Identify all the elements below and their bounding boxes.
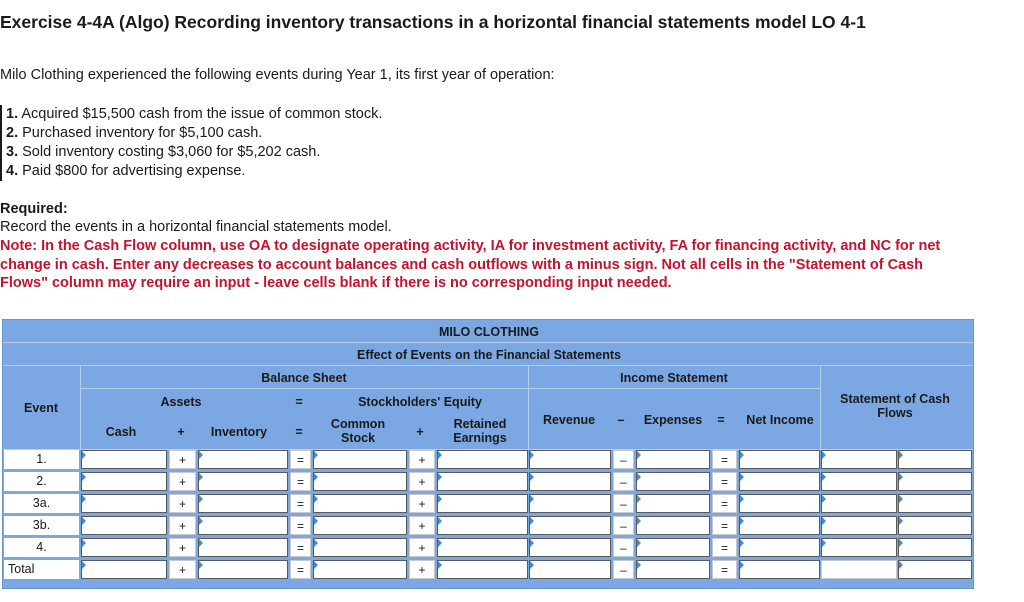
net-income-input[interactable] <box>739 472 820 491</box>
equals-sign: = <box>717 413 725 427</box>
revenue-input[interactable] <box>529 538 611 557</box>
expenses-input[interactable] <box>636 494 710 513</box>
retained-earnings-input[interactable] <box>437 538 528 557</box>
plus-sign: + <box>409 450 435 469</box>
equals-sign: = <box>290 538 311 557</box>
financial-statements-model <box>2 319 974 589</box>
expenses-header: Expenses <box>643 413 703 427</box>
inventory-input[interactable] <box>198 560 288 579</box>
list-item: 1. Acquired $15,500 cash from the issue of common stock. <box>0 105 382 124</box>
revenue-input[interactable] <box>529 560 611 579</box>
plus-sign: + <box>409 516 435 535</box>
plus-sign: + <box>169 472 196 491</box>
cash-flow-amount-input[interactable] <box>898 450 972 469</box>
net-income-input[interactable] <box>739 560 820 579</box>
plus-sign: + <box>169 538 196 557</box>
plus-sign: + <box>409 538 435 557</box>
instruction-note: Note: In the Cash Flow column, use OA to designate operating activity, IA for investment activity, FA for financing activity, and NC for net change in cash. Enter any decreases to account balances and cash outflows with a minus sign. Not all cells in the "Statement of Cash Flows" column may require an input - leave cells blank if there is no corresponding input needed. <box>0 238 941 291</box>
cash-input[interactable] <box>81 450 167 469</box>
equals-sign: = <box>712 450 737 469</box>
common-stock-input[interactable] <box>313 538 407 557</box>
event-list <box>0 105 382 181</box>
cash-flow-amount-input[interactable] <box>898 560 972 579</box>
equals-sign: = <box>290 494 311 513</box>
equals-sign: = <box>712 560 737 579</box>
event-row-label: Total <box>4 560 79 579</box>
intro-text: Milo Clothing experienced the following events during Year 1, its first year of operation: <box>0 67 555 83</box>
event-row-label: 1. <box>4 450 79 469</box>
plus-sign: + <box>169 560 196 579</box>
expenses-input[interactable] <box>636 472 710 491</box>
event-row-label: 3a. <box>4 494 79 513</box>
retained-earnings-header: Retained Earnings <box>453 417 507 445</box>
minus-sign: – <box>613 538 634 557</box>
net-income-input[interactable] <box>739 450 820 469</box>
equals-sign: = <box>290 516 311 535</box>
net-income-input[interactable] <box>739 538 820 557</box>
plus-sign: + <box>177 425 185 439</box>
inventory-input[interactable] <box>198 494 288 513</box>
plus-sign: + <box>169 516 196 535</box>
equals-sign: = <box>290 450 311 469</box>
cash-input[interactable] <box>81 494 167 513</box>
income-statement-header: Income Statement <box>620 371 728 385</box>
revenue-input[interactable] <box>529 472 611 491</box>
cash-flow-activity-input[interactable] <box>821 538 897 557</box>
stockholders-equity-header: Stockholders' Equity <box>358 395 482 409</box>
cash-flow-activity-input[interactable] <box>821 494 897 513</box>
common-stock-input[interactable] <box>313 494 407 513</box>
company-name: MILO CLOTHING <box>439 325 539 339</box>
cash-flow-activity-input[interactable] <box>821 450 897 469</box>
inventory-input[interactable] <box>198 450 288 469</box>
event-row-label: 3b. <box>4 516 79 535</box>
balance-sheet-header: Balance Sheet <box>261 371 347 385</box>
expenses-input[interactable] <box>636 560 710 579</box>
equals-sign: = <box>295 425 303 439</box>
inventory-header: Inventory <box>210 425 268 439</box>
required-text: Record the events in a horizontal financial statements model. <box>0 219 392 235</box>
equals-sign: = <box>712 472 737 491</box>
retained-earnings-input[interactable] <box>437 472 528 491</box>
cash-header: Cash <box>105 425 137 439</box>
revenue-input[interactable] <box>529 516 611 535</box>
plus-sign: + <box>409 472 435 491</box>
minus-sign: – <box>613 450 634 469</box>
cash-flow-activity-input[interactable] <box>821 516 897 535</box>
common-stock-input[interactable] <box>313 516 407 535</box>
cash-input[interactable] <box>81 516 167 535</box>
page-title: Exercise 4-4A (Algo) Recording inventory transactions in a horizontal financial statements model LO 4-1 <box>0 12 866 32</box>
equals-sign: = <box>712 538 737 557</box>
revenue-input[interactable] <box>529 494 611 513</box>
equals-sign: = <box>290 472 311 491</box>
cash-flow-amount-input[interactable] <box>898 472 972 491</box>
common-stock-input[interactable] <box>313 472 407 491</box>
table-subtitle: Effect of Events on the Financial Statements <box>357 348 621 362</box>
plus-sign: + <box>169 450 196 469</box>
retained-earnings-input[interactable] <box>437 494 528 513</box>
minus-sign: – <box>617 413 625 427</box>
expenses-input[interactable] <box>636 450 710 469</box>
cash-flow-blank-cell <box>821 560 897 579</box>
list-item: 3. Sold inventory costing $3,060 for $5,202 cash. <box>0 143 382 162</box>
expenses-input[interactable] <box>636 516 710 535</box>
expenses-input[interactable] <box>636 538 710 557</box>
cash-flows-header: Statement of Cash Flows <box>840 392 950 420</box>
inventory-input[interactable] <box>198 472 288 491</box>
inventory-input[interactable] <box>198 516 288 535</box>
event-header: Event <box>23 401 59 415</box>
event-row-label: 4. <box>4 538 79 557</box>
equals-sign: = <box>712 516 737 535</box>
event-row-label: 2. <box>4 472 79 491</box>
minus-sign: – <box>613 560 634 579</box>
cash-flow-amount-input[interactable] <box>898 516 972 535</box>
cash-input[interactable] <box>81 472 167 491</box>
list-item: 4. Paid $800 for advertising expense. <box>0 162 382 181</box>
plus-sign: + <box>416 425 424 439</box>
net-income-input[interactable] <box>739 516 820 535</box>
plus-sign: + <box>169 494 196 513</box>
common-stock-header: Common Stock <box>330 417 386 445</box>
list-item: 2. Purchased inventory for $5,100 cash. <box>0 124 382 143</box>
revenue-header: Revenue <box>542 413 596 427</box>
cash-flow-amount-input[interactable] <box>898 494 972 513</box>
minus-sign: – <box>613 472 634 491</box>
equals-sign: = <box>290 560 311 579</box>
cash-input[interactable] <box>81 560 167 579</box>
inventory-input[interactable] <box>198 538 288 557</box>
plus-sign: + <box>409 560 435 579</box>
retained-earnings-input[interactable] <box>437 516 528 535</box>
plus-sign: + <box>409 494 435 513</box>
equals-sign: = <box>295 395 303 409</box>
net-income-input[interactable] <box>739 494 820 513</box>
net-income-header: Net Income <box>746 413 814 427</box>
equals-sign: = <box>712 494 737 513</box>
cash-flow-activity-input[interactable] <box>821 472 897 491</box>
required-heading: Required: <box>0 201 68 217</box>
revenue-input[interactable] <box>529 450 611 469</box>
retained-earnings-input[interactable] <box>437 450 528 469</box>
retained-earnings-input[interactable] <box>437 560 528 579</box>
minus-sign: – <box>613 494 634 513</box>
cash-flow-amount-input[interactable] <box>898 538 972 557</box>
common-stock-input[interactable] <box>313 450 407 469</box>
common-stock-input[interactable] <box>313 560 407 579</box>
minus-sign: – <box>613 516 634 535</box>
assets-header: Assets <box>160 395 202 409</box>
cash-input[interactable] <box>81 538 167 557</box>
